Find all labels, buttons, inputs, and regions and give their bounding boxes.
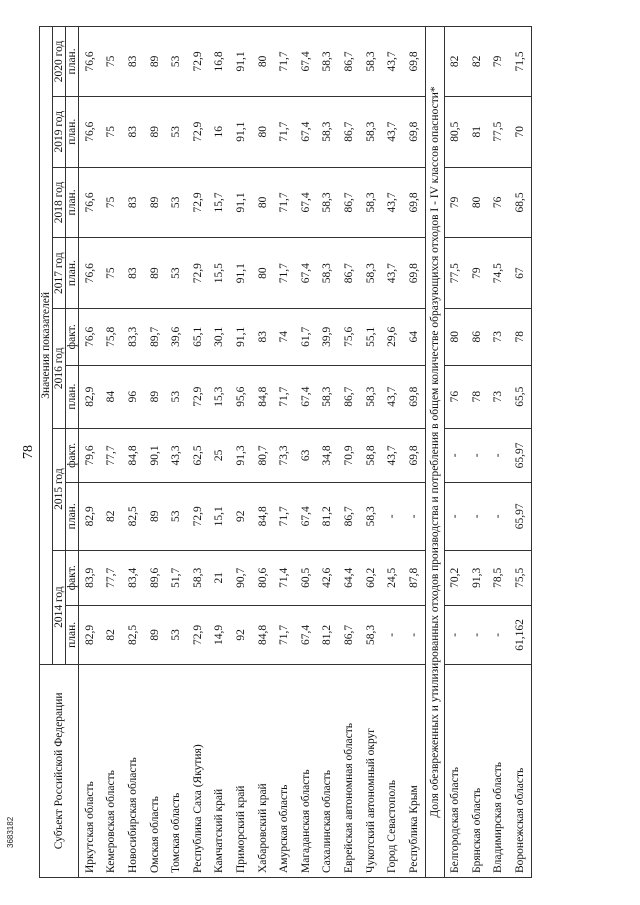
table-row xyxy=(466,27,488,878)
value-cell: 74 xyxy=(273,309,295,366)
region-name-cell: Новосибирская область xyxy=(122,664,144,877)
value-cell: 21 xyxy=(209,550,231,605)
table-row xyxy=(381,27,403,878)
value-cell: 82,5 xyxy=(122,483,144,550)
year-header-2020: 2020 год xyxy=(53,27,66,97)
value-cell: 58,3 xyxy=(317,238,339,309)
value-cell: 87,8 xyxy=(403,550,425,605)
value-cell: 77,7 xyxy=(101,428,123,482)
table-row xyxy=(144,27,166,878)
value-cell: 58,3 xyxy=(360,483,382,550)
value-cell: 86,7 xyxy=(338,96,360,167)
value-cell: 91,3 xyxy=(466,550,488,605)
value-cell: 77,5 xyxy=(488,96,510,167)
value-cell: 69,8 xyxy=(403,167,425,238)
value-cell: 65,97 xyxy=(509,428,531,482)
value-cell: 80 xyxy=(252,27,274,97)
value-cell: 84,8 xyxy=(122,428,144,482)
value-cell: - xyxy=(444,606,466,665)
value-cell: 75,8 xyxy=(101,309,123,366)
value-cell: 30,1 xyxy=(209,309,231,366)
value-cell: 89 xyxy=(144,96,166,167)
table-body xyxy=(79,27,532,878)
value-cell: 58,3 xyxy=(317,365,339,428)
value-cell: 80 xyxy=(252,167,274,238)
value-cell: 43,7 xyxy=(381,96,403,167)
value-cell: 53 xyxy=(165,365,187,428)
value-cell: 42,6 xyxy=(317,550,339,605)
value-cell: 72,9 xyxy=(187,238,209,309)
value-cell: 84,8 xyxy=(252,483,274,550)
table-row xyxy=(273,27,295,878)
region-name-cell: Иркутская область xyxy=(79,664,101,877)
table-row xyxy=(252,27,274,878)
table-row xyxy=(79,27,101,878)
value-cell: 72,9 xyxy=(187,483,209,550)
value-cell: 55,1 xyxy=(360,309,382,366)
value-cell: 91,3 xyxy=(230,428,252,482)
plan-header: план. xyxy=(66,96,79,167)
value-cell: 67,4 xyxy=(295,483,317,550)
region-name-cell: Брянская область xyxy=(466,664,488,877)
table-row xyxy=(295,27,317,878)
value-cell: 91,1 xyxy=(230,309,252,366)
value-cell: 75 xyxy=(101,27,123,97)
value-cell: 72,9 xyxy=(187,96,209,167)
value-cell: 78 xyxy=(509,309,531,366)
region-name-cell: Республика Саха (Якутия) xyxy=(187,664,209,877)
plan-header: план. xyxy=(66,483,79,550)
table-row xyxy=(122,27,144,878)
header-row-top xyxy=(40,27,53,878)
value-cell: 72,9 xyxy=(187,27,209,97)
value-cell: 89,6 xyxy=(144,550,166,605)
value-cell: 71,7 xyxy=(273,96,295,167)
value-cell: 43,7 xyxy=(381,167,403,238)
value-cell: 79 xyxy=(444,167,466,238)
region-name-cell: Приморский край xyxy=(230,664,252,877)
value-cell: 70 xyxy=(509,96,531,167)
value-cell: - xyxy=(466,606,488,665)
value-cell: 77,7 xyxy=(101,550,123,605)
value-cell: 70,9 xyxy=(338,428,360,482)
value-cell: 75 xyxy=(101,238,123,309)
value-cell: - xyxy=(381,606,403,665)
value-cell: 80,6 xyxy=(252,550,274,605)
plan-header: план. xyxy=(66,606,79,665)
value-cell: 84 xyxy=(101,365,123,428)
value-cell: 96 xyxy=(122,365,144,428)
value-cell: 75,5 xyxy=(509,550,531,605)
value-cell: 67,4 xyxy=(295,365,317,428)
value-cell: 79 xyxy=(488,27,510,97)
value-cell: 83 xyxy=(122,167,144,238)
value-cell: 43,7 xyxy=(381,27,403,97)
region-name-cell: Чукотский автономный округ xyxy=(360,664,382,877)
value-cell: 65,5 xyxy=(509,365,531,428)
table-row xyxy=(488,27,510,878)
value-cell: 75 xyxy=(101,167,123,238)
document-code: 3683182 xyxy=(6,816,15,848)
value-cell: 90,7 xyxy=(230,550,252,605)
value-cell: 67,4 xyxy=(295,606,317,665)
value-cell: 75 xyxy=(101,96,123,167)
table-row xyxy=(165,27,187,878)
value-cell: - xyxy=(488,428,510,482)
value-cell: 91,1 xyxy=(230,167,252,238)
value-cell: 72,9 xyxy=(187,365,209,428)
value-cell: 82,9 xyxy=(79,606,101,665)
value-cell: 43,7 xyxy=(381,238,403,309)
value-cell: 76,6 xyxy=(79,238,101,309)
value-cell: 79 xyxy=(466,238,488,309)
value-cell: 83,3 xyxy=(122,309,144,366)
rotated-sheet xyxy=(19,22,599,882)
subject-header: Субъект Российской Федерации xyxy=(40,664,79,877)
value-cell: 58,3 xyxy=(317,167,339,238)
value-cell: 61,7 xyxy=(295,309,317,366)
region-name-cell: Омская область xyxy=(144,664,166,877)
value-cell: 71,7 xyxy=(273,167,295,238)
value-cell: 83,9 xyxy=(79,550,101,605)
value-cell: 91,1 xyxy=(230,27,252,97)
region-name-cell: Сахалинская область xyxy=(317,664,339,877)
value-cell: 83 xyxy=(122,27,144,97)
value-cell: 34,8 xyxy=(317,428,339,482)
value-cell: 53 xyxy=(165,606,187,665)
value-cell: 14,9 xyxy=(209,606,231,665)
value-cell: - xyxy=(444,483,466,550)
value-cell: 86,7 xyxy=(338,606,360,665)
value-cell: 79,6 xyxy=(79,428,101,482)
value-cell: 67,4 xyxy=(295,167,317,238)
region-name-cell: Республика Крым xyxy=(403,664,425,877)
table-row xyxy=(444,27,466,878)
value-cell: 62,5 xyxy=(187,428,209,482)
table-row xyxy=(509,27,531,878)
value-cell: 83 xyxy=(252,309,274,366)
value-cell: 43,7 xyxy=(381,428,403,482)
value-cell: 58,3 xyxy=(187,550,209,605)
value-cell: 39,6 xyxy=(165,309,187,366)
value-cell: 70,2 xyxy=(444,550,466,605)
value-cell: 82,5 xyxy=(122,606,144,665)
table-row xyxy=(209,27,231,878)
value-cell: 58,3 xyxy=(317,96,339,167)
value-cell: 72,9 xyxy=(187,167,209,238)
value-cell: 73 xyxy=(488,365,510,428)
year-header-2019: 2019 год xyxy=(53,96,66,167)
value-cell: 80 xyxy=(466,167,488,238)
region-name-cell: Кемеровская область xyxy=(101,664,123,877)
value-cell: 58,3 xyxy=(360,96,382,167)
value-cell: 71,7 xyxy=(273,365,295,428)
region-name-cell: Белгородская область xyxy=(444,664,466,877)
value-cell: 77,5 xyxy=(444,238,466,309)
section-title: Доля обезвреженных и утилизированных отходов производства и потребления в общем количестве образующихся отходов I - IV классов опасности* xyxy=(425,27,444,878)
value-cell: - xyxy=(381,483,403,550)
value-cell: 25 xyxy=(209,428,231,482)
year-header-2014: 2014 год xyxy=(53,550,66,664)
section-title-row xyxy=(425,27,444,878)
value-cell: 80 xyxy=(252,238,274,309)
value-cell: 58,3 xyxy=(360,27,382,97)
value-cell: 92 xyxy=(230,606,252,665)
region-name-cell: Хабаровский край xyxy=(252,664,274,877)
value-cell: 60,2 xyxy=(360,550,382,605)
value-cell: - xyxy=(403,483,425,550)
value-cell: - xyxy=(403,606,425,665)
value-cell: 58,3 xyxy=(360,167,382,238)
value-cell: 76 xyxy=(488,167,510,238)
value-cell: 63 xyxy=(295,428,317,482)
value-cell: 82 xyxy=(444,27,466,97)
value-cell: 81,2 xyxy=(317,483,339,550)
value-cell: 64,4 xyxy=(338,550,360,605)
value-cell: 53 xyxy=(165,483,187,550)
plan-header: план. xyxy=(66,238,79,309)
value-cell: 71,4 xyxy=(273,550,295,605)
value-cell: 51,7 xyxy=(165,550,187,605)
page-number: 78 xyxy=(21,445,36,459)
value-cell: 69,8 xyxy=(403,428,425,482)
plan-header: план. xyxy=(66,365,79,428)
region-name-cell: Владимирская область xyxy=(488,664,510,877)
value-cell: 68,5 xyxy=(509,167,531,238)
table-row xyxy=(187,27,209,878)
value-cell: 90,1 xyxy=(144,428,166,482)
value-cell: 89 xyxy=(144,27,166,97)
plan-header: план. xyxy=(66,167,79,238)
value-cell: 89,7 xyxy=(144,309,166,366)
fact-header: факт. xyxy=(66,550,79,605)
values-group-header: Значения показателей xyxy=(40,27,53,665)
value-cell: - xyxy=(444,428,466,482)
value-cell: 89 xyxy=(144,483,166,550)
value-cell: 76 xyxy=(444,365,466,428)
value-cell: 86,7 xyxy=(338,483,360,550)
value-cell: 16 xyxy=(209,96,231,167)
value-cell: 67 xyxy=(509,238,531,309)
value-cell: 73,3 xyxy=(273,428,295,482)
value-cell: 65,1 xyxy=(187,309,209,366)
value-cell: 86,7 xyxy=(338,365,360,428)
value-cell: 76,6 xyxy=(79,96,101,167)
value-cell: 76,6 xyxy=(79,309,101,366)
value-cell: 82 xyxy=(466,27,488,97)
region-name-cell: Еврейская автономная область xyxy=(338,664,360,877)
value-cell: 95,6 xyxy=(230,365,252,428)
table-row xyxy=(230,27,252,878)
value-cell: 73 xyxy=(488,309,510,366)
value-cell: 69,8 xyxy=(403,96,425,167)
value-cell: 58,3 xyxy=(317,27,339,97)
value-cell: 86,7 xyxy=(338,167,360,238)
table-row xyxy=(101,27,123,878)
value-cell: 71,7 xyxy=(273,238,295,309)
value-cell: 83,4 xyxy=(122,550,144,605)
value-cell: 58,8 xyxy=(360,428,382,482)
value-cell: 29,6 xyxy=(381,309,403,366)
year-header-2018: 2018 год xyxy=(53,167,66,238)
table-row xyxy=(317,27,339,878)
value-cell: 81 xyxy=(466,96,488,167)
table-row xyxy=(403,27,425,878)
region-name-cell: Томская область xyxy=(165,664,187,877)
value-cell: 71,7 xyxy=(273,483,295,550)
region-name-cell: Камчатский край xyxy=(209,664,231,877)
region-name-cell: Город Севастополь xyxy=(381,664,403,877)
value-cell: 89 xyxy=(144,238,166,309)
value-cell: 24,5 xyxy=(381,550,403,605)
value-cell: 15,7 xyxy=(209,167,231,238)
value-cell: 58,3 xyxy=(360,365,382,428)
value-cell: 91,1 xyxy=(230,96,252,167)
value-cell: 76,6 xyxy=(79,27,101,97)
value-cell: 69,8 xyxy=(403,238,425,309)
value-cell: 78 xyxy=(466,365,488,428)
value-cell: 71,7 xyxy=(273,606,295,665)
value-cell: 86,7 xyxy=(338,27,360,97)
value-cell: 83 xyxy=(122,96,144,167)
value-cell: 15,5 xyxy=(209,238,231,309)
value-cell: 39,9 xyxy=(317,309,339,366)
table-row xyxy=(338,27,360,878)
value-cell: 76,6 xyxy=(79,167,101,238)
value-cell: 74,5 xyxy=(488,238,510,309)
indicator-table xyxy=(39,26,532,878)
value-cell: 65,97 xyxy=(509,483,531,550)
value-cell: 53 xyxy=(165,27,187,97)
value-cell: 69,8 xyxy=(403,27,425,97)
value-cell: 86 xyxy=(466,309,488,366)
value-cell: - xyxy=(488,483,510,550)
value-cell: 80 xyxy=(444,309,466,366)
value-cell: 80,5 xyxy=(444,96,466,167)
value-cell: 72,9 xyxy=(187,606,209,665)
value-cell: 84,8 xyxy=(252,365,274,428)
value-cell: 15,3 xyxy=(209,365,231,428)
year-header-2015: 2015 год xyxy=(53,428,66,550)
value-cell: 58,3 xyxy=(360,238,382,309)
value-cell: 78,5 xyxy=(488,550,510,605)
value-cell: 84,8 xyxy=(252,606,274,665)
value-cell: 80 xyxy=(252,96,274,167)
year-header-2017: 2017 год xyxy=(53,238,66,309)
value-cell: 71,5 xyxy=(509,27,531,97)
value-cell: 92 xyxy=(230,483,252,550)
value-cell: 75,6 xyxy=(338,309,360,366)
value-cell: 91,1 xyxy=(230,238,252,309)
year-header-2016: 2016 год xyxy=(53,309,66,429)
value-cell: 15,1 xyxy=(209,483,231,550)
value-cell: 89 xyxy=(144,365,166,428)
value-cell: - xyxy=(466,483,488,550)
value-cell: 82 xyxy=(101,483,123,550)
value-cell: 86,7 xyxy=(338,238,360,309)
value-cell: 80,7 xyxy=(252,428,274,482)
value-cell: 82 xyxy=(101,606,123,665)
value-cell: 82,9 xyxy=(79,483,101,550)
value-cell: 89 xyxy=(144,606,166,665)
value-cell: 53 xyxy=(165,96,187,167)
table-row xyxy=(360,27,382,878)
value-cell: - xyxy=(488,606,510,665)
value-cell: 82,9 xyxy=(79,365,101,428)
value-cell: 67,4 xyxy=(295,238,317,309)
value-cell: - xyxy=(466,428,488,482)
region-name-cell: Амурская область xyxy=(273,664,295,877)
value-cell: 53 xyxy=(165,238,187,309)
value-cell: 81,2 xyxy=(317,606,339,665)
region-name-cell: Воронежская область xyxy=(509,664,531,877)
value-cell: 71,7 xyxy=(273,27,295,97)
fact-header: факт. xyxy=(66,309,79,366)
value-cell: 64 xyxy=(403,309,425,366)
value-cell: 89 xyxy=(144,167,166,238)
value-cell: 61,162 xyxy=(509,606,531,665)
value-cell: 58,3 xyxy=(360,606,382,665)
value-cell: 43,7 xyxy=(381,365,403,428)
region-name-cell: Магаданская область xyxy=(295,664,317,877)
value-cell: 43,3 xyxy=(165,428,187,482)
value-cell: 53 xyxy=(165,167,187,238)
plan-header: план. xyxy=(66,27,79,97)
value-cell: 69,8 xyxy=(403,365,425,428)
value-cell: 83 xyxy=(122,238,144,309)
fact-header: факт. xyxy=(66,428,79,482)
value-cell: 60,5 xyxy=(295,550,317,605)
value-cell: 16,8 xyxy=(209,27,231,97)
value-cell: 67,4 xyxy=(295,96,317,167)
value-cell: 67,4 xyxy=(295,27,317,97)
